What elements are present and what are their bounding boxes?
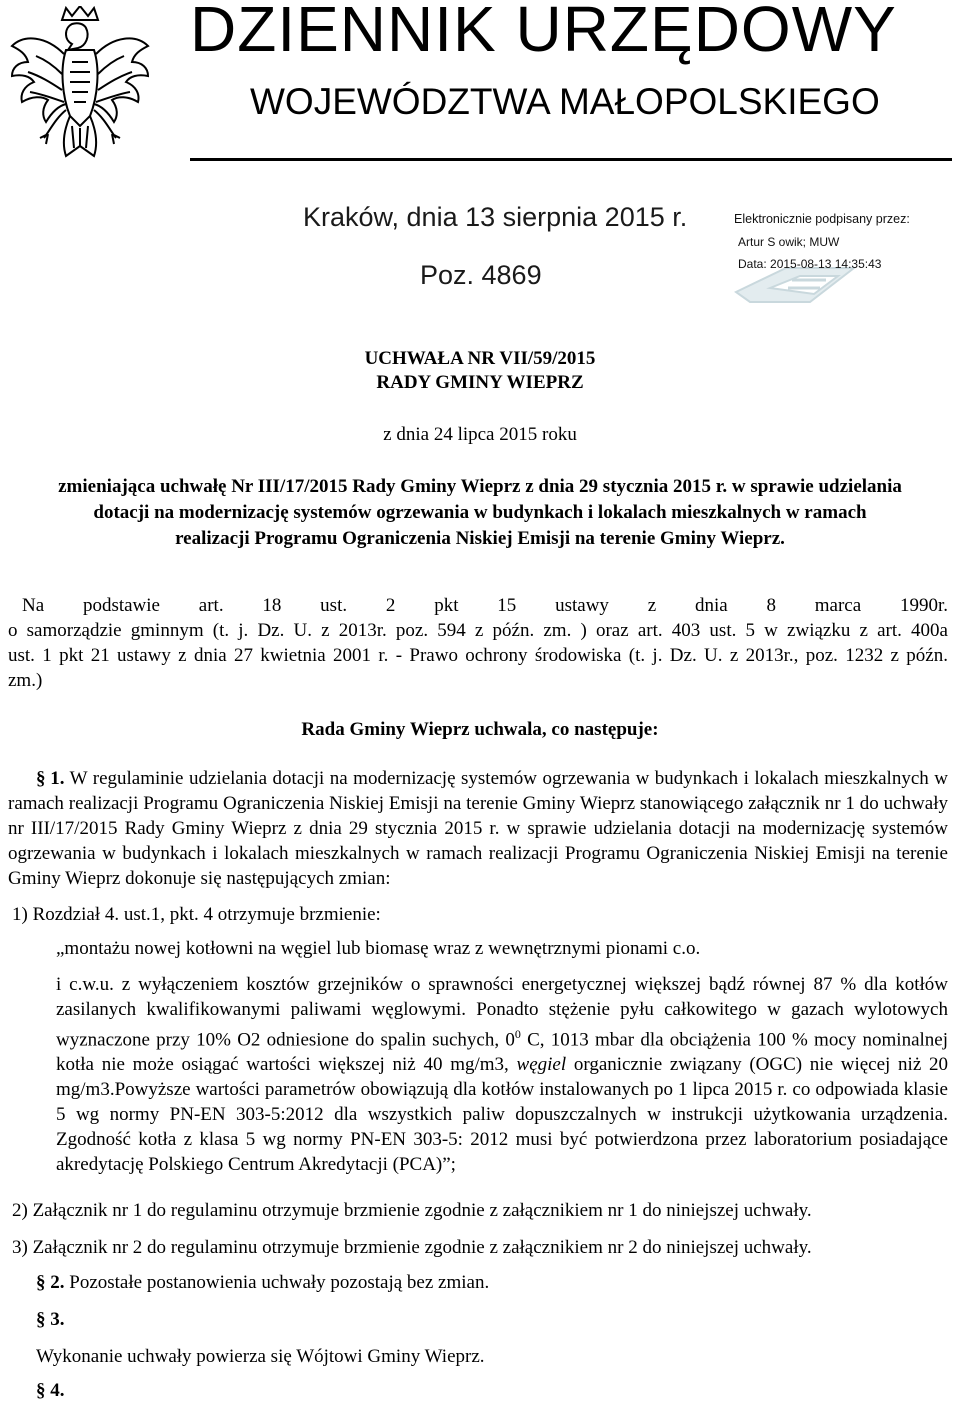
- section-2-text: Pozostałe postanowienia uchwały pozostają bez zmian.: [64, 1272, 490, 1293]
- council-resolves: Rada Gminy Wieprz uchwala, co następuje:: [301, 719, 659, 740]
- legal-line4: zm.): [8, 670, 43, 691]
- journal-title: DZIENNIK URZĘDOWY: [190, 0, 897, 65]
- legal-basis: [8, 593, 948, 693]
- act-title-line2: RADY GMINY WIEPRZ: [376, 372, 584, 393]
- act-title: [0, 347, 960, 395]
- section-1-marker: § 1.: [36, 768, 65, 789]
- amendment-item-2: 2) Załącznik nr 1 do regulaminu otrzymuje brzmienie zgodnie z załącznikiem nr 1 do niniejszej uchwały.: [12, 1200, 812, 1221]
- subject-line2: dotacji na modernizację systemów ogrzewania w budynkach i lokalach mieszkalnych w ramach: [93, 502, 867, 523]
- place-date: Kraków, dnia 13 sierpnia 2015 r.: [303, 202, 688, 232]
- quote-text-c: organicznie związany (OGC) nie więcej niż 20 mg/m3.Powyższe wartości parametrów obowiązują dla kotłów instalowanych po 1 lipca 2015 r. co odpowiada klasie 5 wg normy PN-EN 303-5:2012 dla wszystkich paliw dopuszczalnych w instrukcji użytkowania urządzenia. Zgodność kotła z klasa 5 wg normy PN-EN 303-5: 2012 musi być potwierdzona przez laboratorium posiadające akredytację Polskiego Centrum Akredytacji (PCA)”;: [56, 1054, 948, 1176]
- quote-block: [56, 972, 948, 1177]
- legal-line1: Na podstawie art. 18 ust. 2 pkt 15 ustawy z dnia 8 marca 1990r.: [22, 595, 948, 616]
- subject-line3: realizacji Programu Ograniczenia Niskiej Emisji na terenie Gminy Wieprz.: [175, 528, 785, 549]
- quote-emphasis: węgiel: [516, 1054, 567, 1076]
- subject-line1: zmieniająca uchwałę Nr III/17/2015 Rady Gminy Wieprz z dnia 29 stycznia 2015 r. w sprawie udzielania: [58, 476, 902, 497]
- eagle-emblem-icon: [6, 6, 154, 174]
- signature-label: Elektronicznie podpisany przez:: [734, 212, 910, 226]
- quote-first-line: „montażu nowej kotłowni na węgiel lub biomasę wraz z wewnętrznymi pionami c.o.: [56, 938, 701, 959]
- act-title-line1: UCHWAŁA NR VII/59/2015: [364, 348, 596, 369]
- signature-signer: Artur S owik; MUW: [738, 235, 840, 249]
- section-2: [36, 1272, 489, 1294]
- degree-superscript: 0: [514, 1027, 521, 1041]
- section-3-text: Wykonanie uchwały powierza się Wójtowi Gminy Wieprz.: [36, 1346, 485, 1367]
- amendment-item-1: 1) Rozdział 4. ust.1, pkt. 4 otrzymuje brzmienie:: [12, 904, 381, 925]
- quote-text-a: i c.w.u. z wyłączeniem kosztów grzejników o sprawności energetycznej większej bądź równej 87 % dla kotłów zasilanych kwalifikowanymi paliwami węglowymi. Ponadto stężenie pyłu całkowitego w gazach wylotowych wyznaczone przy 10% O2 odniesione do spalin suchych, 0: [56, 974, 948, 1051]
- section-3-marker: § 3.: [36, 1309, 65, 1330]
- legal-line3: ust. 1 pkt 21 ustawy z dnia 27 kwietnia 2001 r. - Prawo ochrony środowiska (t. j. Dz. U. z 2013r., poz. 1232 z późn.: [8, 645, 948, 666]
- header-divider: [190, 158, 952, 161]
- act-date: z dnia 24 lipca 2015 roku: [383, 424, 577, 445]
- signature-date: Data: 2015-08-13 14:35:43: [738, 257, 882, 271]
- section-2-marker: § 2.: [36, 1272, 65, 1293]
- legal-line2: o samorządzie gminnym (t. j. Dz. U. z 2013r. poz. 594 z późn. zm. ) oraz art. 403 ust. 5 w związku z art. 400a: [8, 620, 948, 641]
- amendment-item-3: 3) Załącznik nr 2 do regulaminu otrzymuje brzmienie zgodnie z załącznikiem nr 2 do niniejszej uchwały.: [12, 1237, 812, 1258]
- electronic-signature: [730, 208, 955, 308]
- quote-text-b: C, 1013 mbar dla obciążenia 100 % mocy nominalnej kotła nie może osiągać wartości większej niż 40 mg/m3,: [56, 1029, 948, 1076]
- journal-subtitle: WOJEWÓDZTWA MAŁOPOLSKIEGO: [250, 81, 880, 122]
- act-subject: [0, 474, 960, 552]
- section-4-marker: § 4.: [36, 1380, 65, 1401]
- section-1-text: W regulaminie udzielania dotacji na modernizację systemów ogrzewania w budynkach i lokalach mieszkalnych w ramach realizacji Programu Ograniczenia Niskiej Emisji na terenie Gminy Wieprz stanowiącego załącznik nr 1 do uchwały nr III/17/2015 Rady Gminy Wieprz z dnia 29 stycznia 2015 r. w sprawie udzielania dotacji na modernizację systemów ogrzewania w budynkach i lokalach mieszkalnych w ramach realizacji Programu Ograniczenia Niskiej Emisji na terenie Gminy Wieprz dokonuje się następujących zmian:: [8, 768, 948, 889]
- section-1: [8, 766, 948, 891]
- position-number: Poz. 4869: [420, 260, 542, 290]
